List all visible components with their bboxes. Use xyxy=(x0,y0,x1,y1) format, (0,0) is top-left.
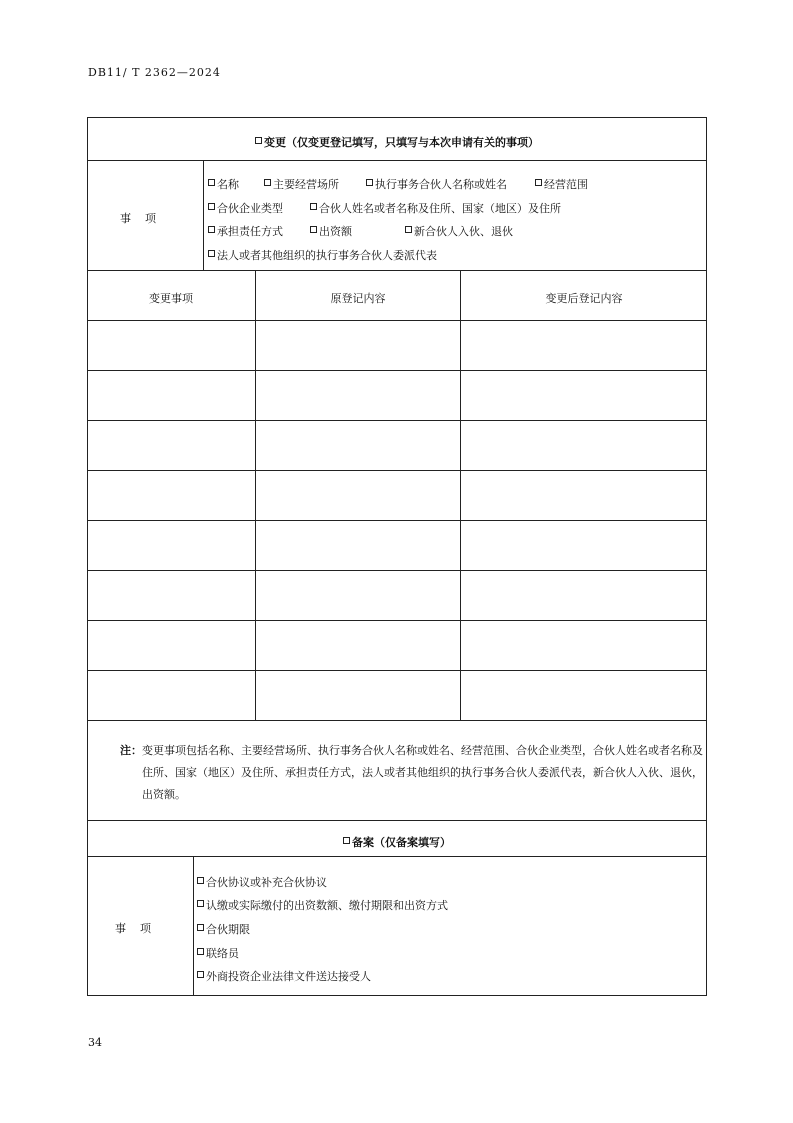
filing-items-label: 事 项 xyxy=(115,922,151,935)
note-text: 变更事项包括名称、主要经营场所、执行事务合伙人名称或姓名、经营范围、合伙企业类型，合伙人姓名或者名称及住所、国家（地区）及住所、承担责任方式，法人或者其他组织的执行事务合伙人委派代表，新合伙人入伙、退伙，出资额。 xyxy=(142,744,703,801)
header-change-item: 变更事项 xyxy=(149,292,193,305)
option-liability[interactable]: 承担责任方式 xyxy=(208,223,283,239)
option-main-place[interactable]: 主要经营场所 xyxy=(264,176,339,192)
option-business-scope[interactable]: 经营范围 xyxy=(535,176,588,192)
option-legal-recipient[interactable]: 外商投资企业法律文件送达接受人 xyxy=(197,968,371,984)
table-row[interactable] xyxy=(87,670,707,671)
table-row[interactable] xyxy=(87,620,707,621)
divider xyxy=(460,270,461,720)
option-enterprise-type[interactable]: 合伙企业类型 xyxy=(208,200,283,216)
checkbox-icon[interactable] xyxy=(208,203,215,210)
checkbox-icon[interactable] xyxy=(197,971,204,978)
checkbox-icon[interactable] xyxy=(197,948,204,955)
divider xyxy=(87,320,707,321)
change-checkbox[interactable] xyxy=(255,137,262,144)
checkbox-icon[interactable] xyxy=(310,226,317,233)
checkbox-icon[interactable] xyxy=(535,179,542,186)
divider xyxy=(193,856,194,996)
divider xyxy=(255,270,256,720)
header-new-content: 变更后登记内容 xyxy=(545,292,623,305)
option-contribution[interactable]: 认缴或实际缴付的出资数额、缴付期限和出资方式 xyxy=(197,897,448,913)
divider xyxy=(87,160,707,161)
option-partnership-agreement[interactable]: 合伙协议或补充合伙协议 xyxy=(197,874,327,890)
option-name[interactable]: 名称 xyxy=(208,176,239,192)
filing-checkbox[interactable] xyxy=(343,837,350,844)
header-original-content: 原登记内容 xyxy=(330,292,386,305)
table-row[interactable] xyxy=(87,470,707,471)
checkbox-icon[interactable] xyxy=(366,179,373,186)
option-partnership-term[interactable]: 合伙期限 xyxy=(197,921,250,937)
divider xyxy=(203,160,204,270)
note-block xyxy=(120,740,710,806)
checkbox-icon[interactable] xyxy=(264,179,271,186)
divider xyxy=(87,270,707,271)
checkbox-icon[interactable] xyxy=(208,226,215,233)
filing-section-title: 备案（仅备案填写） xyxy=(87,834,707,850)
checkbox-icon[interactable] xyxy=(197,924,204,931)
checkbox-icon[interactable] xyxy=(197,877,204,884)
note-label: 注： xyxy=(120,744,142,757)
divider xyxy=(87,820,707,821)
checkbox-icon[interactable] xyxy=(197,900,204,907)
document-code: DB11/ T 2362—2024 xyxy=(88,66,221,79)
option-new-partner[interactable]: 新合伙人入伙、退伙 xyxy=(405,223,513,239)
checkbox-icon[interactable] xyxy=(208,179,215,186)
table-row[interactable] xyxy=(87,420,707,421)
checkbox-icon[interactable] xyxy=(208,250,215,257)
option-capital[interactable]: 出资额 xyxy=(310,223,352,239)
table-row[interactable] xyxy=(87,520,707,521)
checkbox-icon[interactable] xyxy=(310,203,317,210)
table-row[interactable] xyxy=(87,570,707,571)
option-executive-partner[interactable]: 执行事务合伙人名称或姓名 xyxy=(366,176,507,192)
divider xyxy=(87,856,707,857)
change-items-label: 事 项 xyxy=(120,212,156,225)
divider xyxy=(87,720,707,721)
checkbox-icon[interactable] xyxy=(405,226,412,233)
option-liaison[interactable]: 联络员 xyxy=(197,945,239,961)
option-partner-info[interactable]: 合伙人姓名或者名称及住所、国家（地区）及住所 xyxy=(310,200,561,216)
page-number: 34 xyxy=(88,1036,102,1049)
option-delegate[interactable]: 法人或者其他组织的执行事务合伙人委派代表 xyxy=(208,247,437,263)
table-row[interactable] xyxy=(87,370,707,371)
change-section-title: 变更（仅变更登记填写，只填写与本次申请有关的事项） xyxy=(87,134,707,150)
